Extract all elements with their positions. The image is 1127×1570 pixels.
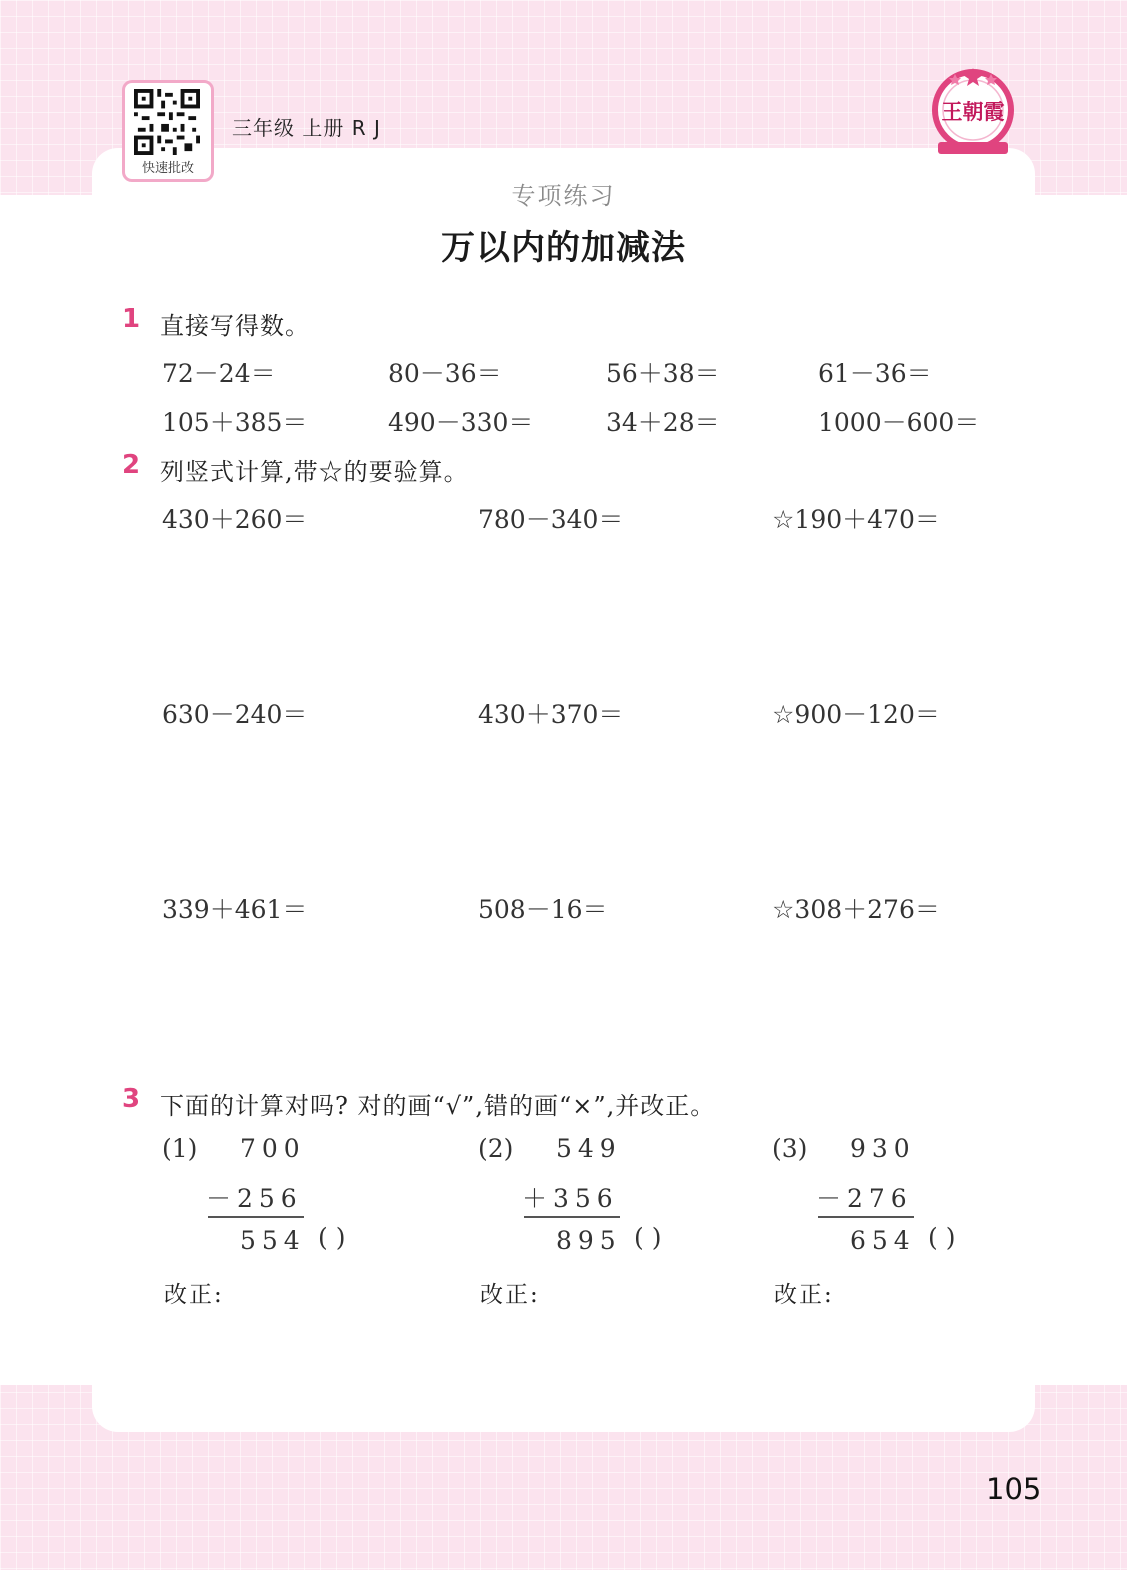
q1-item: 56＋38＝: [606, 359, 720, 388]
q2-item: 630－240＝: [162, 700, 308, 729]
q3-problem-label: (3): [772, 1134, 808, 1163]
grade-label: 三年级 上册 R J: [232, 116, 381, 140]
logo-text: 王朝霞: [941, 99, 1005, 124]
q2-item: ☆900－120＝: [772, 700, 940, 729]
q3-answer-paren[interactable]: ( ): [318, 1223, 346, 1252]
question-2-number: 2: [122, 450, 141, 480]
q3-answer-paren[interactable]: ( ): [928, 1223, 956, 1252]
q2-item: 430＋370＝: [478, 700, 624, 729]
q3-result-rule: [818, 1216, 914, 1218]
q2-item: 780－340＝: [478, 505, 624, 534]
publisher-logo: [930, 66, 1016, 162]
q3-result: 654: [850, 1226, 916, 1255]
q1-item: 1000－600＝: [818, 408, 980, 437]
q3-correction-label: 改正:: [480, 1282, 540, 1308]
q3-result-rule: [524, 1216, 620, 1218]
question-1-prompt: 直接写得数。: [160, 312, 310, 340]
q2-item: 508－16＝: [478, 895, 608, 924]
q3-top-number: 700: [240, 1134, 306, 1163]
q3-answer-paren[interactable]: ( ): [634, 1223, 662, 1252]
q1-item: 490－330＝: [388, 408, 534, 437]
q3-result: 895: [556, 1226, 622, 1255]
page-number: 105: [986, 1472, 1042, 1506]
q3-correction-label: 改正:: [164, 1282, 224, 1308]
page-title: 万以内的加减法: [441, 228, 686, 268]
q3-operand-line: －276: [816, 1184, 913, 1213]
q1-item: 61－36＝: [818, 359, 932, 388]
question-1-number: 1: [122, 304, 141, 334]
question-3-number: 3: [122, 1084, 141, 1114]
q3-result-rule: [208, 1216, 304, 1218]
question-3-prompt: 下面的计算对吗? 对的画“√”,错的画“×”,并改正。: [160, 1092, 716, 1120]
q1-item: 105＋385＝: [162, 408, 308, 437]
q3-correction-label: 改正:: [774, 1282, 834, 1308]
q3-problem-label: (2): [478, 1134, 514, 1163]
q1-item: 72－24＝: [162, 359, 276, 388]
q3-operand-line: ＋356: [522, 1184, 619, 1213]
q2-item: 339＋461＝: [162, 895, 308, 924]
q1-item: 80－36＝: [388, 359, 502, 388]
q1-item: 34＋28＝: [606, 408, 720, 437]
q3-result: 554: [240, 1226, 306, 1255]
section-subtitle: 专项练习: [511, 182, 616, 210]
q3-top-number: 930: [850, 1134, 916, 1163]
q2-item: 430＋260＝: [162, 505, 308, 534]
qr-code-block[interactable]: [122, 80, 214, 182]
question-2-prompt: 列竖式计算,带☆的要验算。: [160, 458, 469, 486]
q3-operand-line: －256: [206, 1184, 303, 1213]
q3-problem-label: (1): [162, 1134, 198, 1163]
qr-caption: 快速批改: [141, 161, 194, 176]
qr-code-icon: [133, 89, 201, 155]
q2-item: ☆190＋470＝: [772, 505, 940, 534]
q2-item: ☆308＋276＝: [772, 895, 940, 924]
q3-top-number: 549: [556, 1134, 622, 1163]
